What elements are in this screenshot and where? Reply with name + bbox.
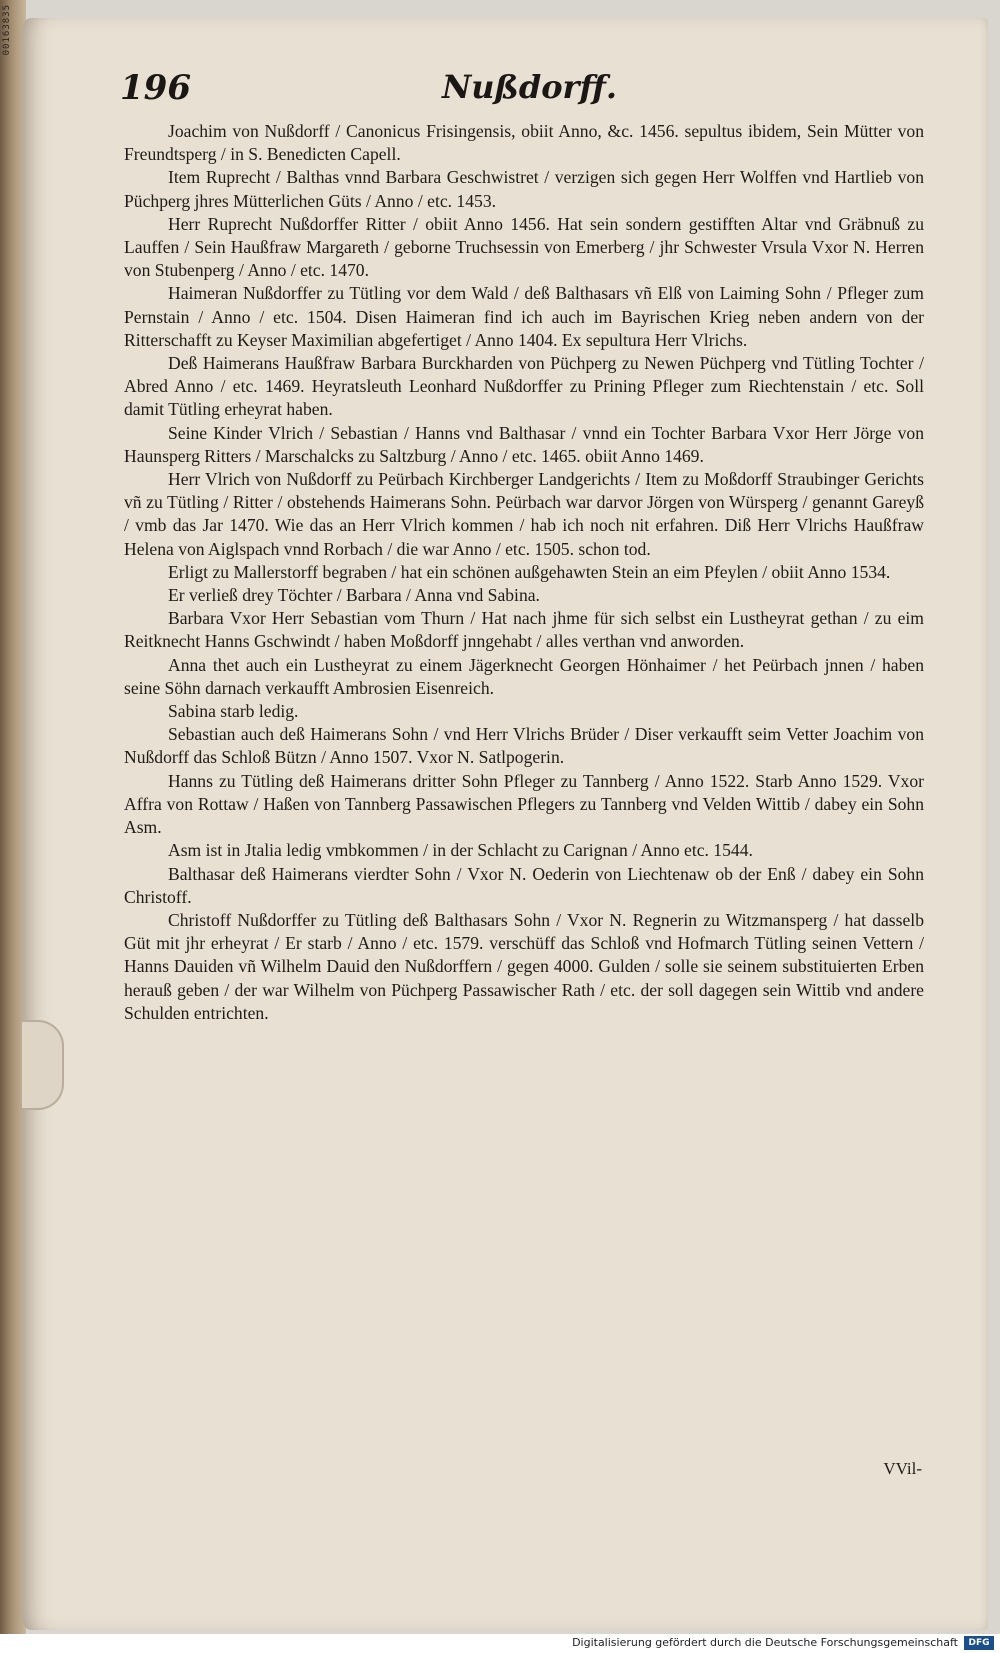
paragraph-item-ruprecht: Item Ruprecht / Balthas vnnd Barbara Geschwistret / verzigen sich gegen Herr Wolffen vnd Hartlieb von Püchperg jhres Mütterlichen Güts / Anno / etc. 1453. <box>124 167 924 211</box>
paragraph-herr-vlrich: Herr Vlrich von Nußdorff zu Peürbach Kirchberger Landgerichts / Item zu Moßdorff Straubinger Gerichts vñ zu Tütling / Ritter / obstehends Haimerans Sohn. Peürbach war darvor Jörgen von Würsperg / genannt Gareyß / vmb das Jar 1470. Wie das an Herr Vlrich kommen / hab ich noch nit erfahren. Diß Herr Vlrichs Haußfraw Helena von Aiglspach vnnd Rorbach / die war Anno / etc. 1505. schon tod. <box>124 469 924 559</box>
dfg-logo-icon: DFG <box>964 1636 994 1650</box>
page-clip-mark <box>22 1020 64 1110</box>
paragraph-barbara: Barbara Vxor Herr Sebastian vom Thurn / Hat nach jhme für sich selbst ein Lustheyrat gethan / zu eim Reitknecht Hanns Gschwindt / haben Moßdorff jnngehabt / alles verthan vnd anworden. <box>124 608 924 652</box>
footer-bar <box>0 1634 1000 1653</box>
paragraph-christoff: Christoff Nußdorffer zu Tütling deß Balthasars Sohn / Vxor N. Regnerin zu Witzmansperg / hat dasselb Güt mit jhr erheyrat / Er starb / Anno / etc. 1579. verschüff das Schloß vnd Hofmarch Tütling seinen Vettern / Hanns Dauiden vñ Wilhelm Dauid den Nußdorffern / gegen 4000. Gulden / solle sie seinem substituierten Erben herauß geben / der war Wilhelm von Püchperg Passawischer Rath / etc. der soll dagegen sein Wittib vnd andere Schulden entrichten. <box>124 909 924 1023</box>
paragraph-sabina: Sabina starb ledig. <box>168 701 299 722</box>
funding-credit: Digitalisierung gefördert durch die Deutsche Forschungsgemeinschaft <box>572 1636 958 1649</box>
paragraph-haimeran-wife: Deß Haimerans Haußfraw Barbara Burckharden von Püchperg zu Newen Püchperg vnd Tütling Tochter / Abred Anno / etc. 1469. Heyratsleuth Leonhard Nußdorffer zu Prining Pfleger zum Riechtenstain / etc. Soll damit Tütling erheyrat haben. <box>124 353 924 420</box>
catchword: VVil- <box>883 1459 922 1478</box>
paragraph-hanns: Hanns zu Tütling deß Haimerans dritter Sohn Pfleger zu Tannberg / Anno 1522. Starb Anno 1529. Vxor Affra von Rottaw / Haßen von Tannberg Passawischen Pflegers zu Tannberg vnd Velden Wittib / dabey ein Sohn Asm. <box>124 770 924 838</box>
page-number: 196 <box>120 68 191 108</box>
scan-id: 00163835 <box>2 4 12 56</box>
running-title: Nußdorff. <box>442 68 618 106</box>
paragraph-asm: Asm ist in Jtalia ledig vmbkommen / in der Schlacht zu Carignan / Anno etc. 1544. <box>168 840 753 861</box>
paragraph-balthasar: Balthasar deß Haimerans vierdter Sohn / Vxor N. Oederin von Liechtenaw ob der Enß / dabey ein Sohn Christoff. <box>124 863 924 907</box>
paragraph-daughters: Er verließ drey Töchter / Barbara / Anna vnd Sabina. <box>168 585 540 606</box>
body-text <box>124 120 924 1025</box>
paragraph-herr-ruprecht: Herr Ruprecht Nußdorffer Ritter / obiit Anno 1456. Hat sein sondern gestifften Altar vnd Gräbnuß zu Lauffen / Sein Haußfraw Margareth / geborne Truchsessin von Emerberg / jhr Schwester Vrsula Vxor N. Herren von Stubenperg / Anno / etc. 1470. <box>124 213 924 281</box>
paragraph-burial: Erligt zu Mallerstorff begraben / hat ein schönen außgehawten Stein an eim Pfeylen / obiit Anno 1534. <box>168 561 891 582</box>
paragraph-haimeran: Haimeran Nußdorffer zu Tütling vor dem Wald / deß Balthasars vñ Elß von Laiming Sohn / Pfleger zum Pernstain / Anno / etc. 1504. Disen Haimeran find ich auch im Bayrischen Krieg neben andern von der Ritterschafft zu Keyser Maximilian abgefertiget / Anno 1404. Ex sepultura Herr Vlrichs. <box>124 283 924 350</box>
paragraph-anna: Anna thet auch ein Lustheyrat zu einem Jägerknecht Georgen Hönhaimer / het Peürbach jnnen / haben seine Söhn darnach verkaufft Ambrosien Eisenreich. <box>124 654 924 698</box>
page-header <box>120 68 920 118</box>
paragraph-sebastian: Sebastian auch deß Haimerans Sohn / vnd Herr Vlrichs Brüder / Diser verkaufft seim Vetter Joachim von Nußdorff das Schloß Bützn / Anno 1507. Vxor N. Satlpogerin. <box>124 724 924 768</box>
paragraph-children: Seine Kinder Vlrich / Sebastian / Hanns vnd Balthasar / vnnd ein Tochter Barbara Vxor Herr Jörge von Haunsperg Ritters / Marschalcks zu Saltzburg / Anno / etc. 1465. obiit Anno 1469. <box>124 422 924 466</box>
paragraph-joachim: Joachim von Nußdorff / Canonicus Frisingensis, obiit Anno, &c. 1456. sepultus ibidem, Sein Mütter von Freundtsperg / in S. Benedicten Capell. <box>124 121 924 165</box>
